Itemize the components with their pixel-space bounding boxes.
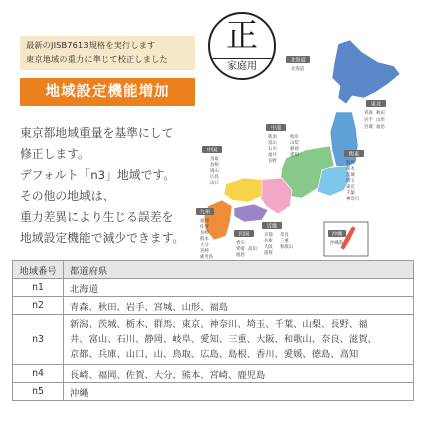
pref-label: 宮城: [364, 125, 373, 130]
pref-label: 沖縄県: [330, 241, 344, 246]
region-tag-label: 中国: [206, 147, 218, 154]
region-code-cell: n4: [13, 365, 64, 383]
region-tag-label: 四国: [238, 231, 250, 238]
pref-label: 滋賀: [264, 251, 273, 256]
description-line-1: 東京都地域重量を基準にして: [20, 126, 174, 140]
table-row: [13, 279, 414, 297]
pref-label: 新潟: [268, 135, 277, 140]
pref-label: 千葉: [346, 191, 355, 196]
region-tag-label: 東北: [370, 101, 382, 108]
region-tag-kanto: [344, 150, 364, 158]
pref-label: 香川: [236, 241, 245, 246]
table-row: [13, 383, 414, 401]
pref-label: 群馬: [346, 161, 355, 166]
spec-note-line-2: 東京地域の重力に準じて校正しました: [26, 54, 168, 64]
pref-label: 北海道: [291, 67, 305, 72]
pref-label: 宮崎: [200, 249, 209, 254]
region-code-cell: n1: [13, 279, 64, 297]
pref-label: 島根: [210, 163, 219, 168]
pref-label: 山梨: [290, 141, 299, 146]
pref-label: 青森: [364, 111, 373, 116]
prefectures-cell: 沖縄: [64, 383, 414, 401]
pref-label: 広島: [210, 175, 219, 180]
region-tag-label: 北海道: [290, 57, 306, 64]
spec-note-line-1: 最新のJISB7613規格を実行します: [26, 40, 156, 50]
region-code-cell: n2: [13, 297, 64, 315]
region-shape-hokkaido: [332, 40, 400, 104]
prefectures-line: 京都、兵庫、山口、山、鳥取、広島、島根、香川、愛媛、徳島、高知: [70, 349, 359, 360]
pref-label: 長野: [268, 159, 277, 164]
pref-label: 愛知: [290, 153, 299, 158]
pref-label: 富山: [268, 141, 277, 146]
region-code-cell: n5: [13, 383, 64, 401]
pref-label: 徳島: [236, 253, 245, 258]
pref-label: 東京: [346, 185, 355, 190]
region-shape-tohoku: [330, 112, 358, 168]
pref-label: 大分: [200, 243, 209, 248]
pref-label: 奈良: [280, 233, 289, 238]
seal-label: 家庭用: [227, 61, 257, 72]
region-shape-chugoku: [224, 178, 262, 202]
table-row: [13, 297, 414, 315]
pref-label: 三重: [280, 239, 289, 244]
pref-label: 愛媛: [236, 247, 245, 252]
pref-label: 大阪: [264, 245, 273, 250]
region-code-table: [12, 260, 414, 401]
pref-label: 鹿児島: [200, 255, 214, 260]
region-tag-label: 沖縄: [331, 231, 343, 238]
pref-label: 山形: [376, 118, 385, 123]
column-header-region-code: 地域番号: [13, 261, 64, 279]
pref-label: 福島: [376, 125, 385, 130]
pref-label: 岐阜: [290, 135, 299, 140]
prefectures-cell: 青森、秋田、岩手、宮城、山形、福島: [64, 297, 414, 315]
pref-label: 茨城: [346, 173, 355, 178]
region-tag-shikoku: [234, 230, 254, 238]
pref-label: 福岡: [200, 219, 209, 224]
region-tag-label: 中部: [270, 125, 282, 132]
region-tag-okinawa: [328, 230, 346, 238]
table-row: [13, 365, 414, 383]
pref-label: 神奈川: [346, 197, 360, 202]
prefectures-cell: 長崎、福岡、佐賀、大分、熊本、宮崎、鹿児島: [64, 365, 414, 383]
pref-label: 長崎: [200, 231, 209, 236]
description-line-2: 修正します。: [20, 147, 90, 161]
pref-label: 岩手: [364, 118, 373, 123]
prefectures-cell: 北海道: [64, 279, 414, 297]
pref-label: 栃木: [346, 167, 355, 172]
region-shape-okinawa: [340, 226, 356, 250]
seal-character: 正: [225, 16, 258, 54]
description-line-5: 重力差異により生じる誤差を: [20, 210, 174, 224]
description-line-4: その他の地域は、: [20, 189, 115, 203]
pref-label: 埼玉: [346, 179, 355, 184]
pref-label: 高知: [248, 247, 257, 252]
pref-label: 山口: [210, 181, 219, 186]
prefectures-line: 井、富山、石川、静岡、岐阜、愛知、三重、大阪、和歌山、奈良、滋賀、: [70, 334, 377, 345]
pref-label: 和歌山: [280, 245, 294, 250]
region-tag-label: 関東: [348, 151, 360, 158]
description-line-3: デフォルト「n3」地域です。: [20, 168, 176, 182]
region-tag-chubu: [266, 124, 286, 132]
pref-label: 熊本: [200, 237, 209, 242]
pref-label: 秋田: [376, 111, 385, 116]
description-line-6: 地域設定機能で減少できます。: [20, 231, 185, 245]
prefectures-line: 新潟、茨城、栃木、群馬、東京、神奈川、埼玉、千葉、山梨、長野、福: [70, 319, 368, 330]
pref-label: 兵庫: [264, 239, 273, 244]
pref-label: 鳥取: [210, 157, 219, 162]
pref-label: 福井: [268, 153, 277, 158]
pref-label: 岡山: [210, 169, 219, 174]
region-tag-kinki: [262, 222, 282, 230]
table-row: [13, 315, 414, 365]
pref-label: 京都: [264, 233, 273, 238]
region-tag-kyushu: [196, 208, 214, 216]
prefectures-cell: [64, 315, 414, 365]
region-tag-chugoku: [202, 146, 222, 154]
column-header-prefectures: 都道府県: [64, 261, 414, 279]
region-code-cell: n3: [13, 315, 64, 365]
table-header-row: [13, 261, 414, 279]
pref-label: 静岡: [290, 147, 299, 152]
region-tag-label: 九州: [199, 209, 211, 216]
pref-label: 佐賀: [200, 225, 209, 230]
region-tag-label: 近畿: [266, 223, 278, 230]
feature-banner-title: 地域設定機能増加: [45, 84, 170, 100]
region-tag-hokkaido: [286, 56, 310, 64]
pref-label: 石川: [268, 147, 277, 152]
region-shape-shikoku: [234, 204, 268, 222]
region-tag-tohoku: [366, 100, 386, 108]
